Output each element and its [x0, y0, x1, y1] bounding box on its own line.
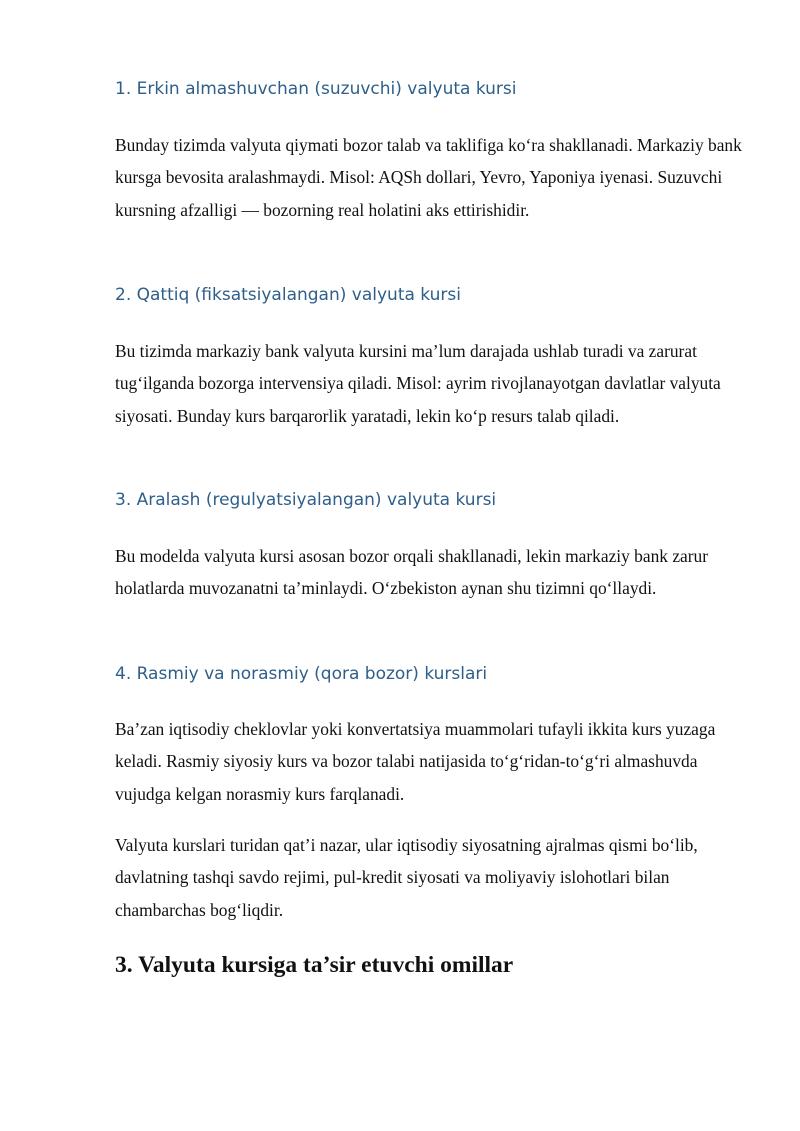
subheading-mixed-rate: 3. Aralash (regulyatsiyalangan) valyuta kursi	[115, 490, 497, 510]
paragraph-floating-rate: Bunday tizimda valyuta qiymati bozor talab va taklifiga ko‘ra shakllanadi. Markaziy bank kursga bevosita aralashmaydi. Misol: AQSh dollari, Yevro, Yaponiya iyenasi. Suzuvchi kursning afzalligi — bozorning real holatini aks ettirishidir.	[115, 135, 742, 220]
paragraph-conclusion: Valyuta kurslari turidan qat’i nazar, ular iqtisodiy siyosatning ajralmas qismi bo‘lib, davlatning tashqi savdo rejimi, pul-kredit siyosati va moliyaviy islohotlari bilan chambarchas bog‘liqdir.	[115, 835, 698, 920]
subheading-fixed-rate: 2. Qattiq (fiksatsiyalangan) valyuta kursi	[115, 285, 461, 305]
paragraph-mixed-rate: Bu modelda valyuta kursi asosan bozor orqali shakllanadi, lekin markaziy bank zarur holatlarda muvozanatni ta’minlaydi. O‘zbekiston aynan shu tizimni qo‘llaydi.	[115, 546, 709, 599]
section-heading-factors: 3. Valyuta kursiga ta’sir etuvchi omillar	[115, 952, 514, 978]
paragraph-fixed-rate: Bu tizimda markaziy bank valyuta kursini ma’lum darajada ushlab turadi va zarurat tug‘ilganda bozorga intervensiya qiladi. Misol: ayrim rivojlanayotgan davlatlar valyuta siyosati. Bunday kurs barqarorlik yaratadi, lekin ko‘p resurs talab qiladi.	[115, 341, 721, 426]
subheading-official-unofficial-rates: 4. Rasmiy va norasmiy (qora bozor) kurslari	[115, 664, 488, 684]
subheading-floating-rate: 1. Erkin almashuvchan (suzuvchi) valyuta kursi	[115, 79, 517, 99]
paragraph-official-unofficial-rates: Ba’zan iqtisodiy cheklovlar yoki konvertatsiya muammolari tufayli ikkita kurs yuzaga keladi. Rasmiy siyosiy kurs va bozor talabi natijasida to‘g‘ridan-to‘g‘ri almashuvda vujudga kelgan norasmiy kurs farqlanadi.	[115, 719, 716, 804]
